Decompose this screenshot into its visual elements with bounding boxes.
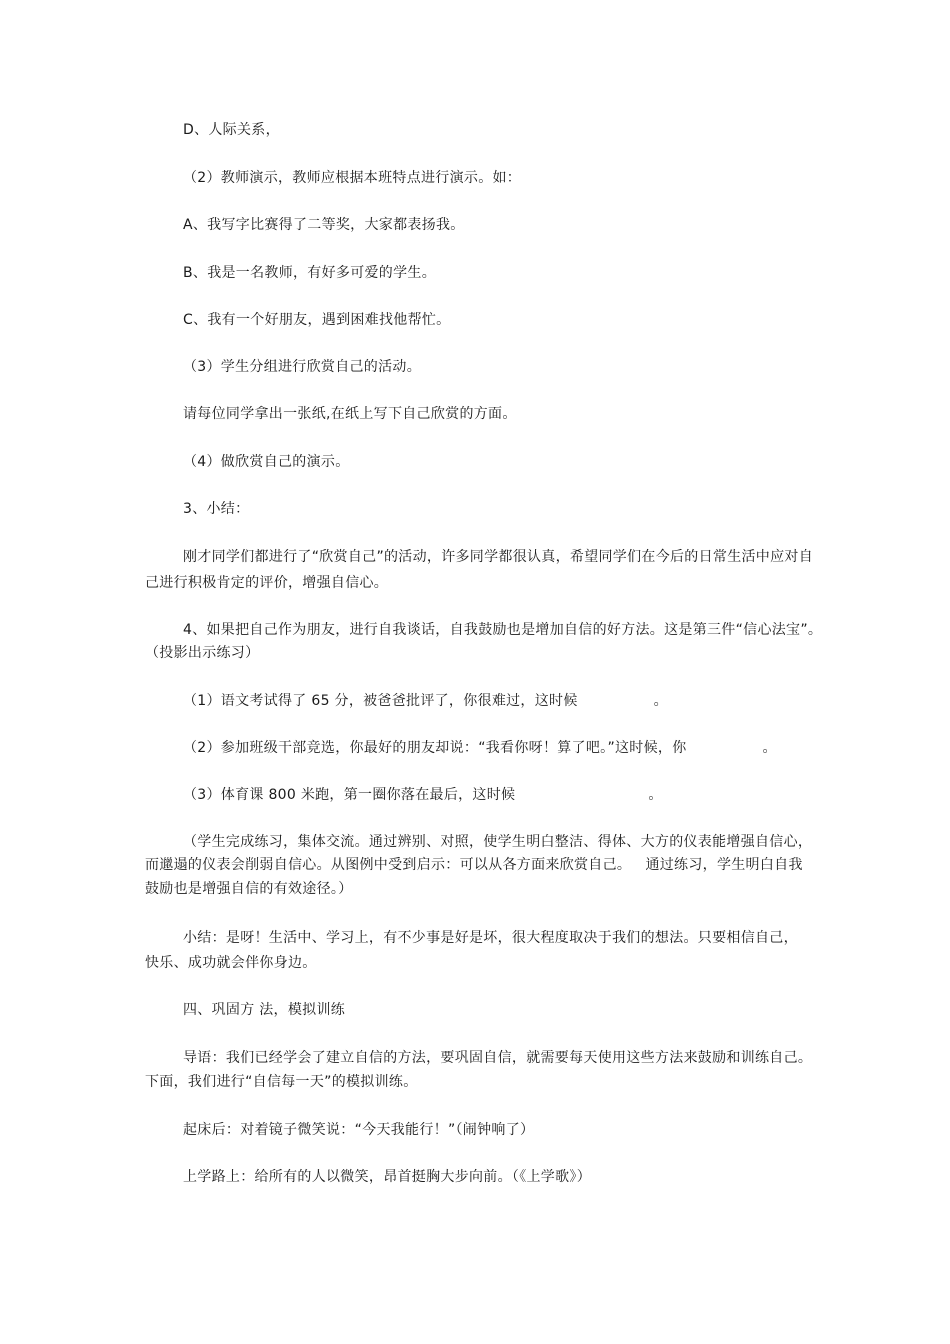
paragraph: 起床后：对着镜子微笑说：“今天我能行！”（闹钟响了） [183,1122,535,1138]
paragraph-continuation: 下面，我们进行“自信每一天”的模拟训练。 [145,1074,418,1090]
paragraph-continuation: 快乐、成功就会伴你身边。 [145,955,317,971]
paragraph: 上学路上：给所有的人以微笑，昂首挺胸大步向前。（《上学歌》） [183,1169,591,1185]
exercise-item: （3）体育课 800 米跑，第一圈你落在最后，这时候 。 [183,787,663,803]
paragraph-continuation: （投影出示练习） [145,645,260,661]
paragraph: A、我写字比赛得了二等奖，大家都表扬我。 [183,217,465,233]
paragraph: C、我有一个好朋友，遇到困难找他帮忙。 [183,312,451,328]
paragraph-continuation: 己进行积极肯定的评价，增强自信心。 [145,575,389,591]
paragraph: 3、小结： [183,501,250,517]
paragraph: （3）学生分组进行欣赏自己的活动。 [183,359,422,375]
paragraph: （4）做欣赏自己的演示。 [183,454,350,470]
exercise-item: （1）语文考试得了 65 分，被爸爸批评了，你很难过，这时候 。 [183,693,668,709]
paragraph-continuation: 鼓励也是增强自信的有效途径。） [145,881,353,897]
paragraph: （2）教师演示，教师应根据本班特点进行演示。如： [183,170,522,186]
paragraph: B、我是一名教师，有好多可爱的学生。 [183,265,437,281]
paragraph: D、人际关系， [183,122,280,138]
paragraph: 4、如果把自己作为朋友，进行自我谈话，自我鼓励也是增加自信的好方法。这是第三件“信心法宝”。 [183,622,823,638]
paragraph: 请每位同学拿出一张纸,在纸上写下自己欣赏的方面。 [183,406,517,422]
section-heading: 四、巩固方 法，模拟训练 [183,1002,346,1018]
paragraph: 小结：是呀！生活中、学习上，有不少事是好是坏，很大程度取决于我们的想法。只要相信自己， [183,930,798,946]
paragraph: 导语：我们已经学会了建立自信的方法，要巩固自信，就需要每天使用这些方法来鼓励和训练自己。 [183,1050,813,1066]
paragraph: 刚才同学们都进行了“欣赏自己”的活动，许多同学都很认真，希望同学们在今后的日常生活中应对自 [183,549,814,565]
exercise-item: （2）参加班级干部竞选，你最好的朋友却说：“我看你呀！算了吧。”这时候，你 。 [183,740,777,756]
paragraph: （学生完成练习，集体交流。通过辨别、对照，使学生明白整洁、得体、大方的仪表能增强自信心， [183,834,813,850]
paragraph-continuation: 而邋遢的仪表会削弱自信心。从图例中受到启示：可以从各方面来欣赏自己。 通过练习，学生明白自我 [145,857,803,873]
